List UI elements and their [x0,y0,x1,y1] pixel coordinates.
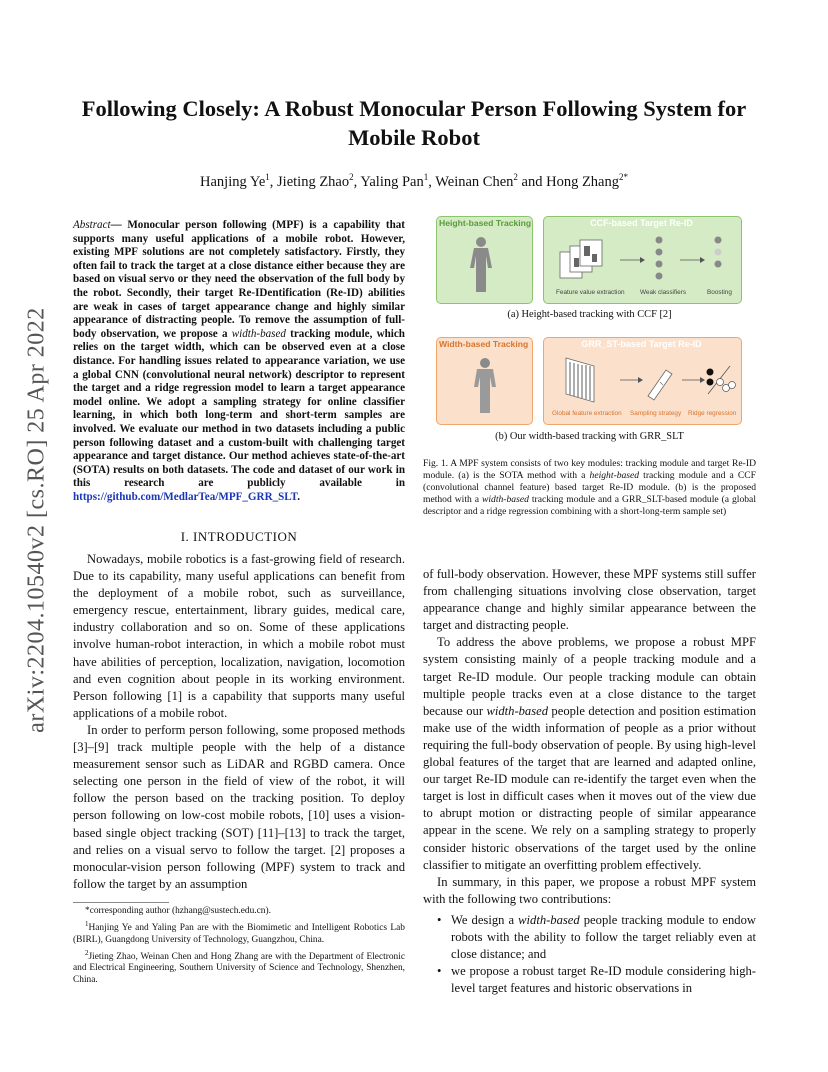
paper-title: Following Closely: A Robust Monocular Person Following System for Mobile Robot [81,96,747,150]
author: Jieting Zhao$^2$ [277,172,354,190]
paragraph: In summary, in this paper, we propose a robust MPF system with the following two contributions: [423,874,756,906]
abstract-label: Abstract [73,219,111,231]
standing-person-icon [466,236,496,294]
section-heading: I. INTRODUCTION [180,529,298,544]
right-column [423,566,756,997]
figure-subcaption-b: (b) Our width-based tracking with GRR_SLT [495,431,684,442]
figure-caption: Fig. 1. A MPF system consists of two key modules: tracking module and target Re-ID module. (a) is the SOTA method with a height-based tracking module and a CCF (convolutional channel feature) based target Re-ID module. (b) is the proposed method with a width-based tracking module and a GRR_SLT-based module (a global descriptor and a ridge regression combining with a short-long-term sample set) [423,458,756,517]
intro-column [73,551,405,893]
list-item: • we propose a robust target Re-ID module considering high-level target features and historic observations in [451,963,756,997]
paragraph: Nowadays, mobile robotics is a fast-growing field of research. Due to its capability, many useful applications can benefit from the deployment of a mobile robot, such as surveillance, emergency rescue, entertainment, library guides, medical care, industry collaboration and so on. Some of these applications involve human-robot interaction, in which a mobile robot must have abilities of perception, localization, navigation, locomotion and even cognition about people in its working environment. Person following [1] is a capability that supports many useful applications of a mobile robot. [73,552,405,720]
grr-reid-label: GRR_ST-based Target Re-ID [581,339,702,349]
contribution-list [423,912,756,997]
author: Hanjing Ye$^1$ [200,172,270,190]
footnote: $^2$Jieting Zhao, Weinan Chen and Hong Zhang are with the Department of Electronic and Electrical Engineering, Southern University of Science and Technology, Shenzhen, China. [73,948,405,986]
author: Hong Zhang$^{2*}$ [546,172,628,190]
footnote-rule [73,902,169,903]
paragraph: of full-body observation. However, these MPF systems still suffer from challenging situations involving close observation, target appearance change and highly similar appearance between the target and distracting people. [423,567,756,633]
pipeline-step-label: Sampling strategy [630,410,682,417]
pipeline-step-label: Feature value extraction [556,289,625,296]
height-tracking-label: Height-based Tracking [439,218,532,228]
author-list: Hanjing Ye$^1$, Jieting Zhao$^2$, Yaling Pan$^1$, Weinan Chen$^2$ and Hong Zhang$^{2*}$ [200,172,628,190]
figure-subcaption-a: (a) Height-based tracking with CCF [2] [507,309,672,320]
ccf-reid-label: CCF-based Target Re-ID [590,218,693,228]
footnotes [73,906,405,988]
list-item: • We design a width-based people tracking module to endow robots with the ability to follow the target reliably even at close distance; and [451,912,756,963]
pipeline-step-label: Ridge regression [688,410,737,417]
pipeline-step-label: Boosting [707,289,732,296]
person-back-icon [470,357,500,415]
abstract: Abstract— Monocular person following (MPF) is a capability that supports many useful applications of a mobile robot. However, existing MPF solutions are not completely satisfactory. Firstly, they often fail to track the target at a close distance either because they are based on visual servo or they need the observation of the full body by the robot. Secondly, their target Re-IDentification (Re-ID) abilities are weak in cases of target appearance change and highly similar appearance of distracting people. To remove the assumption of full-body observation, we propose a width-based tracking module, which relies on the target width, which can be observed even at a close distance. For handling issues related to appearance variation, we use a global CNN (convolutional neural network) descriptor to represent the target and a ridge regression model to learn a target appearance model online. We adopt a sampling strategy for online classifier learning, in which both long-term and short-term samples are involved. We evaluate our method in two datasets including a public person following dataset and a custom-built with challenging target appearance and target distance. Our method achieves state-of-the-art (SOTA) results on both datasets. The code and dataset of our work in this research are publicly available in https://github.com/MedlarTea/MPF_GRR_SLT. [73,219,405,503]
footnote: $^1$Hanjing Ye and Yaling Pan are with the Biomimetic and Intelligent Robotics Lab (BIRL), Guangdong University of Technology, Guangzhou, China. [73,919,405,945]
width-tracking-label: Width-based Tracking [439,339,529,349]
pipeline-step-label: Global feature extraction [552,410,622,417]
arxiv-identifier: arXiv:2204.10540v2 [cs.RO] 25 Apr 2022 [23,307,50,733]
footnote: *corresponding author (hzhang@sustech.edu.cn). [85,906,271,916]
arxiv-side-stamp [12,280,62,760]
code-link[interactable]: https://github.com/MedlarTea/MPF_GRR_SLT [73,490,298,503]
author: Yaling Pan$^1$ [360,172,429,190]
paragraph: To address the above problems, we propose a robust MPF system consisting mainly of a people tracking module and a target Re-ID module. Our people tracking module can obtain multiple people tracks even at a close distance to the target because our width-based people detection and position estimation make use of the width information of people as a prior without requiring the full-body observation of people. By using high-level global features of the target that are learned and adapted online, our target Re-ID module can re-identify the target even when the target is lost in difficult cases when it moves out of the view due to abrupt motion or distracting people of similar appearance appear in the scene. We rely on a sampling strategy to properly consider historic observations of the target used by the online classifier to mitigate an overfitting problem effectively. [423,635,756,872]
paragraph: In order to perform person following, some proposed methods [3]–[9] track multiple people with the help of a distance measurement sensor such as LiDAR and RGBD camera. Once selecting one person in the field of view of the robot, it will follow the person based on the tracking position. To deploy person following on low-cost mobile robots, [10] uses a vision-based single object tracking (SOT) [11]–[13] to track the target, and relies on a visual servo to follow the target. [2] proposes a monocular-vision person following (MPF) system to track and follow the target by an assumption [73,722,405,891]
ccf-pipeline-diagram [552,232,738,288]
author: Weinan Chen$^2$ [435,172,518,190]
pipeline-step-label: Weak classifiers [640,289,687,296]
grr-pipeline-diagram [552,352,738,408]
